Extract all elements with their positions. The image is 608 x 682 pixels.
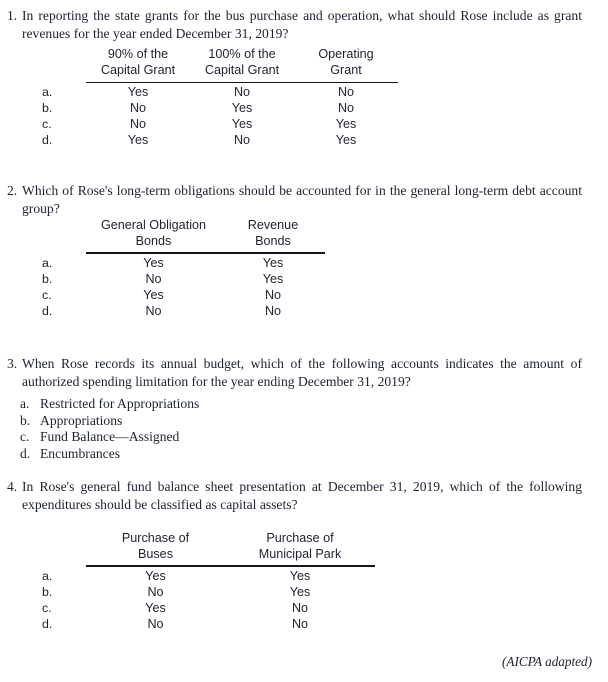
question-3-option-b-text: Appropriations [40, 412, 123, 428]
question-3-option-d-text: Encumbrances [40, 445, 121, 461]
question-1-text: In reporting the state grants for the bus purchase and operation, what should Rose include as grant revenues for the year ended December 31, 2019? [22, 8, 582, 41]
question-2-options-table [42, 218, 325, 319]
header-spacer [42, 47, 86, 78]
table1-header-rule [86, 82, 398, 83]
table4-row-d-col2: No [291, 617, 309, 631]
question-3 [0, 355, 608, 390]
table4-row-c-col1: Yes [145, 601, 166, 615]
question-2 [0, 182, 608, 217]
table-row[interactable] [42, 271, 325, 287]
table-header-row [42, 47, 398, 78]
table-row[interactable] [42, 287, 325, 303]
table1-row-c-col3: Yes [335, 117, 357, 131]
question-4 [0, 478, 608, 513]
table4-row-b-col1: No [147, 585, 164, 599]
question-3-options-list [0, 396, 608, 462]
table-header-row [42, 531, 375, 562]
table-row[interactable] [42, 84, 398, 100]
table-row[interactable] [42, 616, 375, 632]
table2-row-c-col2: No [264, 288, 282, 302]
table1-row-d-col3: Yes [335, 133, 357, 147]
question-3-block [0, 355, 608, 390]
table2-row-d-letter: d. [42, 304, 53, 318]
table4-row-b-letter: b. [42, 585, 53, 599]
header-spacer [42, 531, 86, 562]
table2-row-d-col1: No [145, 304, 162, 318]
table-row[interactable] [42, 132, 398, 148]
table-row[interactable] [42, 584, 375, 600]
table2-row-b-col2: Yes [262, 272, 284, 286]
table2-header-col1: General Obligation Bonds [100, 218, 206, 248]
table2-row-d-col2: No [264, 304, 282, 318]
table-row[interactable] [42, 116, 398, 132]
question-1-options-table [42, 47, 398, 148]
table4-row-a-col1: Yes [145, 569, 166, 583]
table4-row-d-letter: d. [42, 617, 53, 631]
question-2-block [0, 182, 608, 217]
question-3-option-c-text: Fund Balance—Assigned [40, 429, 180, 445]
table4-row-d-col1: No [147, 617, 164, 631]
table1-row-b-col3: No [337, 101, 355, 115]
table2-row-a-col1: Yes [143, 256, 164, 270]
footer-block [0, 654, 600, 670]
table2-row-b-col1: No [145, 272, 162, 286]
table1-header-col2: 100% of the Capital Grant [204, 47, 280, 77]
table1-row-c-col1: No [129, 117, 147, 131]
table1-row-d-col2: No [233, 133, 251, 147]
table1-row-a-letter: a. [42, 85, 53, 99]
table4-row-b-col2: Yes [289, 585, 311, 599]
table4-row-a-letter: a. [42, 569, 53, 583]
question-2-number: 2. [7, 183, 18, 198]
table2-header-col2: Revenue Bonds [247, 218, 299, 248]
list-item[interactable] [20, 445, 608, 463]
question-2-text: Which of Rose's long-term obligations should be accounted for in the general long-term debt account group? [22, 183, 582, 216]
table4-header-rule [86, 565, 375, 567]
table1-row-d-col1: Yes [127, 133, 149, 147]
table-row[interactable] [42, 568, 375, 584]
question-4-text: In Rose's general fund balance sheet presentation at December 31, 2019, which of the following expenditures should be classified as capital assets? [22, 479, 582, 512]
question-3-option-a-text: Restricted for Appropriations [40, 396, 200, 411]
table4-row-c-col2: No [291, 601, 309, 615]
list-item[interactable] [20, 429, 608, 446]
table-row[interactable] [42, 100, 398, 116]
question-1-block [0, 7, 608, 42]
table1-row-a-col2: No [233, 85, 251, 99]
question-3-option-c-letter: c. [20, 429, 30, 445]
table-row[interactable] [42, 255, 325, 271]
table4-row-a-col2: Yes [289, 569, 311, 583]
table1-row-b-letter: b. [42, 101, 53, 115]
list-item[interactable] [20, 412, 608, 430]
question-3-option-d-letter: d. [20, 445, 31, 461]
table2-row-a-letter: a. [42, 256, 53, 270]
header-spacer [42, 218, 86, 249]
question-3-text: When Rose records its annual budget, which of the following accounts indicates the amount of authorized spending limitation for the year ending December 31, 2019? [22, 356, 582, 389]
question-4-options-table [42, 531, 375, 632]
table1-row-a-col3: No [337, 85, 355, 99]
table-row[interactable] [42, 303, 325, 319]
table2-row-c-col1: Yes [143, 288, 164, 302]
question-3-option-b-letter: b. [20, 412, 31, 428]
list-item[interactable] [20, 396, 608, 413]
table1-row-c-letter: c. [42, 117, 52, 131]
table1-row-c-col2: Yes [231, 117, 253, 131]
question-4-number: 4. [7, 479, 18, 494]
table2-header-rule [86, 252, 325, 254]
table4-row-c-letter: c. [42, 601, 52, 615]
question-4-block [0, 478, 608, 513]
table1-row-b-col2: Yes [231, 101, 253, 115]
question-3-option-a-letter: a. [20, 396, 30, 411]
table1-header-col3: Operating Grant [318, 47, 374, 77]
table4-header-col2: Purchase of Municipal Park [258, 531, 342, 561]
question-1-number: 1. [7, 8, 18, 23]
table1-row-d-letter: d. [42, 133, 53, 147]
question-3-number: 3. [7, 356, 18, 371]
table-header-row [42, 218, 325, 249]
table2-row-b-letter: b. [42, 272, 53, 286]
question-1 [0, 7, 608, 42]
source-attribution: (AICPA adapted) [502, 654, 592, 669]
table2-row-a-col2: Yes [262, 256, 284, 270]
table1-row-a-col1: Yes [127, 85, 149, 99]
table-row[interactable] [42, 600, 375, 616]
table1-header-col1: 90% of the Capital Grant [100, 47, 176, 77]
table1-row-b-col1: No [129, 101, 147, 115]
table4-header-col1: Purchase of Buses [121, 531, 190, 561]
table2-row-c-letter: c. [42, 288, 52, 302]
